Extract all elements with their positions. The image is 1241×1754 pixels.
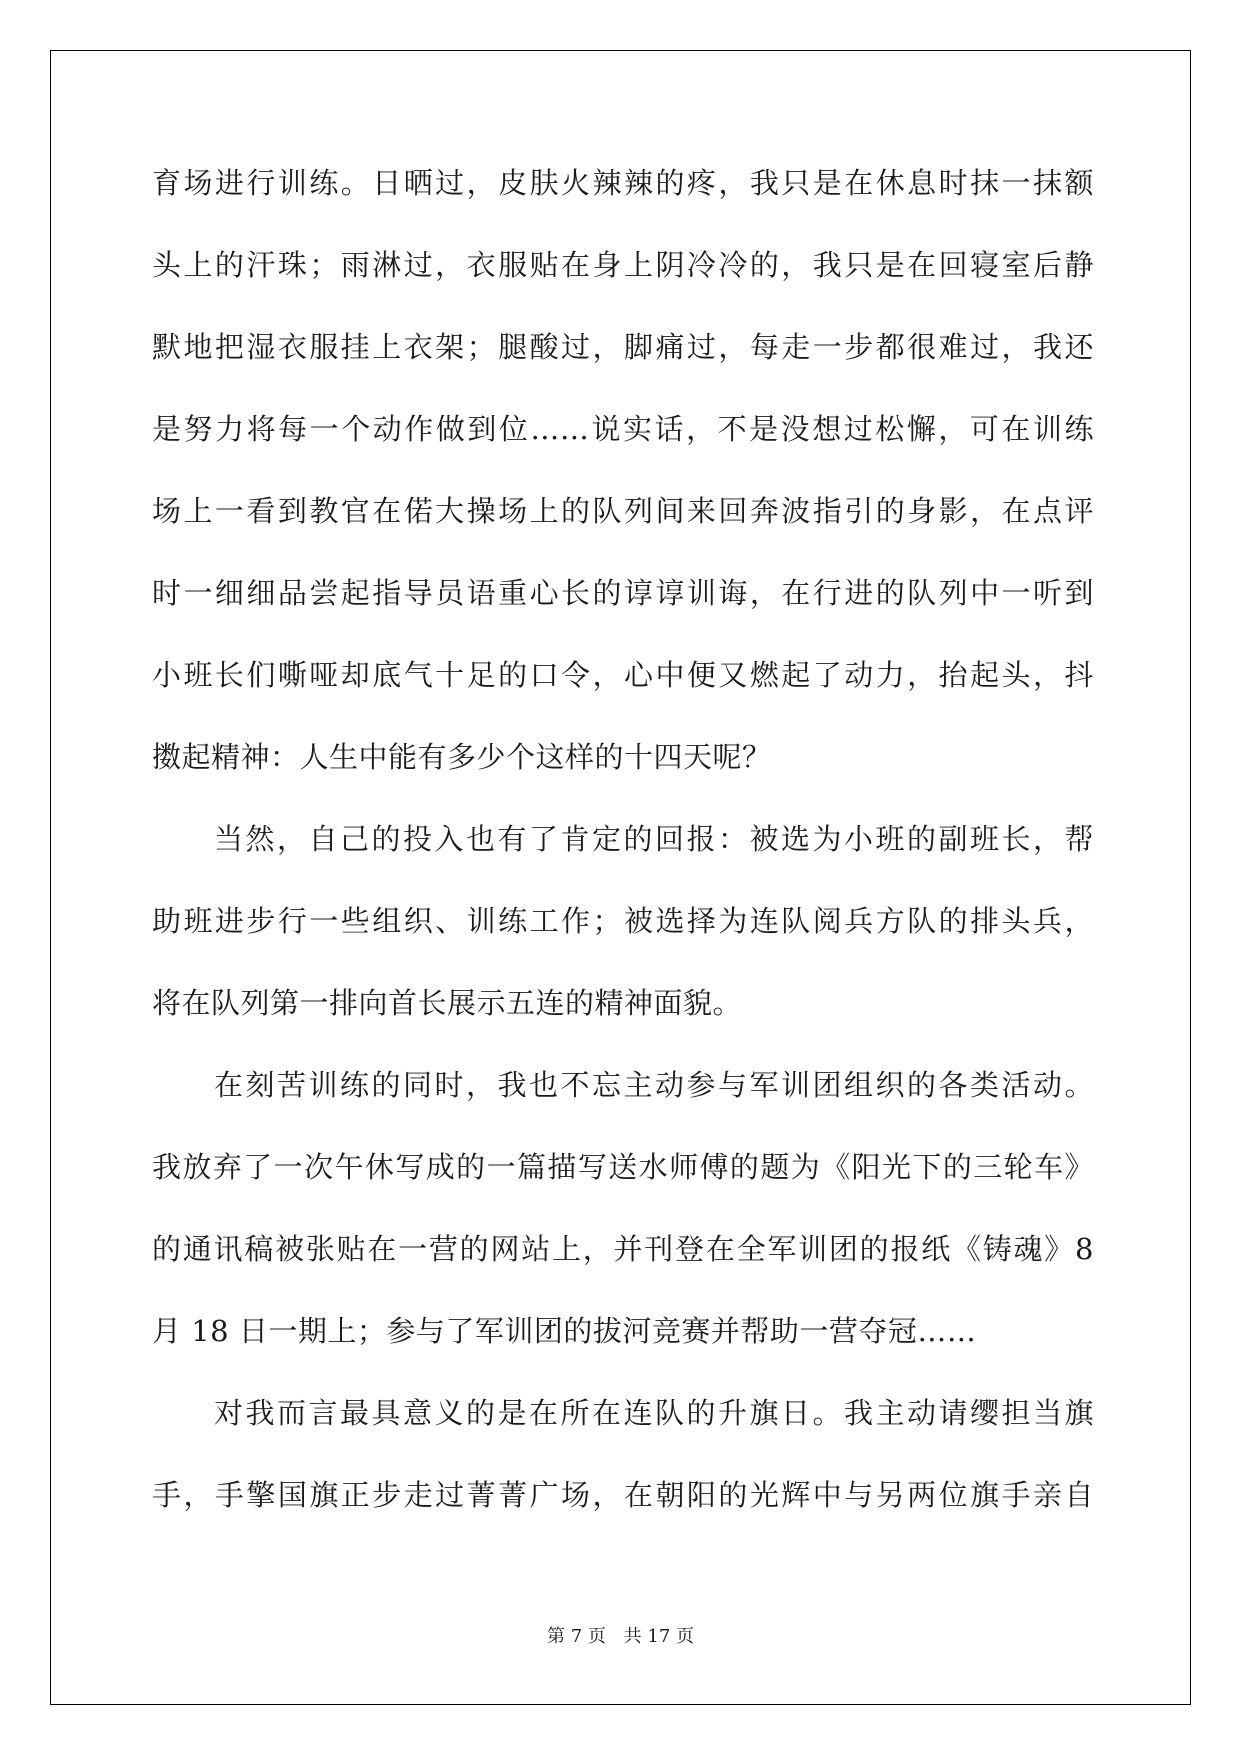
document-body (152, 162, 1094, 1556)
page-total: 共 17 页 (623, 1626, 694, 1647)
page-number: 第 7 页 (547, 1626, 606, 1647)
text-line: 是努力将每一个动作做到位……说实话，不是没想过松懈，可在训练 (152, 412, 1094, 446)
text-line: 当然，自己的投入也有了肯定的回报：被选为小班的副班长，帮 (214, 822, 1094, 856)
text-line: 的通讯稿被张贴在一营的网站上，并刊登在全军训团的报纸《铸魂》8 (152, 1232, 1094, 1266)
text-line: 手，手擎国旗正步走过菁菁广场，在朝阳的光辉中与另两位旗手亲自 (152, 1478, 1094, 1512)
text-line: 助班进步行一些组织、训练工作；被选择为连队阅兵方队的排头兵， (152, 904, 1094, 938)
text-line: 月 18 日一期上；参与了军训团的拔河竞赛并帮助一营夺冠…… (152, 1314, 977, 1348)
text-line: 擞起精神：人生中能有多少个这样的十四天呢？ (152, 740, 772, 774)
page-footer (0, 1622, 1241, 1648)
text-line: 头上的汗珠；雨淋过，衣服贴在身上阴冷冷的，我只是在回寝室后静 (152, 248, 1094, 282)
text-line: 将在队列第一排向首长展示五连的精神面貌。 (152, 986, 743, 1020)
text-line: 在刻苦训练的同时，我也不忘主动参与军训团组织的各类活动。 (214, 1068, 1094, 1102)
text-line: 场上一看到教官在偌大操场上的队列间来回奔波指引的身影，在点评 (152, 494, 1094, 528)
text-line: 默地把湿衣服挂上衣架；腿酸过，脚痛过，每走一步都很难过，我还 (152, 330, 1094, 364)
text-line: 我放弃了一次午休写成的一篇描写送水师傅的题为《阳光下的三轮车》 (152, 1150, 1094, 1184)
text-line: 对我而言最具意义的是在所在连队的升旗日。我主动请缨担当旗 (214, 1396, 1094, 1430)
text-line: 育场进行训练。日晒过，皮肤火辣辣的疼，我只是在休息时抹一抹额 (152, 166, 1094, 200)
text-line: 小班长们嘶哑却底气十足的口令，心中便又燃起了动力，抬起头，抖 (152, 658, 1094, 692)
text-line: 时一细细品尝起指导员语重心长的谆谆训诲，在行进的队列中一听到 (152, 576, 1094, 610)
